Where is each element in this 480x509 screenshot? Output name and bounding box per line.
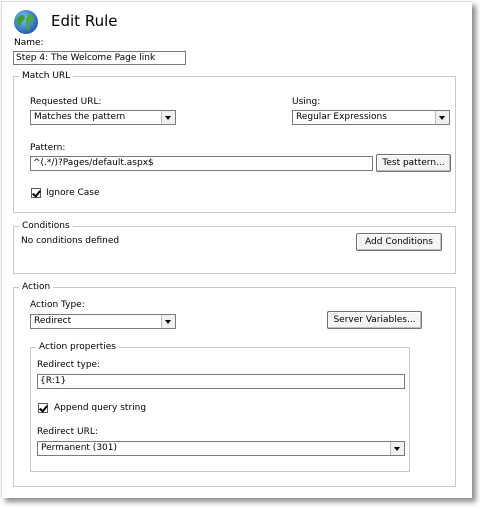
- pattern-label: Pattern:: [30, 143, 66, 153]
- match-url-legend: Match URL: [19, 71, 73, 81]
- using-select[interactable]: [292, 110, 450, 125]
- redirect-url-label: Redirect URL:: [37, 427, 98, 437]
- server-variables-button[interactable]: Server Variables...: [327, 311, 422, 329]
- redirect-type-label: Redirect type:: [37, 360, 101, 370]
- append-query-string-label: Append query string: [54, 403, 147, 413]
- pattern-input[interactable]: ^(.*/)?Pages/default.aspx$: [30, 156, 373, 171]
- action-properties-group: [30, 342, 410, 472]
- edit-rule-panel: [1, 1, 472, 498]
- globe-icon: [13, 9, 39, 35]
- chevron-down-icon: [390, 442, 404, 455]
- append-query-string-checkbox[interactable]: [38, 403, 48, 413]
- action-legend: Action: [19, 282, 53, 292]
- action-type-select[interactable]: [30, 314, 176, 329]
- chevron-down-icon: [161, 315, 175, 328]
- requested-url-value: Matches the pattern: [34, 112, 126, 122]
- using-value: Regular Expressions: [296, 112, 387, 122]
- requested-url-select[interactable]: [30, 110, 176, 125]
- rule-name-input[interactable]: Step 4: The Welcome Page link: [13, 51, 186, 65]
- no-conditions-text: No conditions defined: [21, 236, 120, 246]
- requested-url-label: Requested URL:: [30, 97, 102, 107]
- action-group: [13, 282, 456, 487]
- ignore-case-checkbox[interactable]: [31, 188, 41, 198]
- using-label: Using:: [292, 97, 321, 107]
- conditions-legend: Conditions: [19, 221, 73, 231]
- redirect-url-select[interactable]: [37, 441, 405, 456]
- name-label: Name:: [14, 38, 44, 48]
- conditions-group: [13, 221, 456, 274]
- add-conditions-button[interactable]: Add Conditions: [356, 233, 442, 251]
- action-type-label: Action Type:: [30, 300, 85, 310]
- match-url-group: [13, 71, 456, 213]
- redirect-type-input[interactable]: {R:1}: [37, 374, 405, 389]
- ignore-case-label: Ignore Case: [46, 188, 100, 198]
- action-properties-legend: Action properties: [36, 342, 119, 352]
- redirect-url-value: Permanent (301): [41, 443, 118, 453]
- test-pattern-button[interactable]: Test pattern...: [376, 154, 451, 172]
- chevron-down-icon: [161, 111, 175, 124]
- chevron-down-icon: [435, 111, 449, 124]
- page-title: Edit Rule: [51, 12, 118, 30]
- action-type-value: Redirect: [34, 316, 72, 326]
